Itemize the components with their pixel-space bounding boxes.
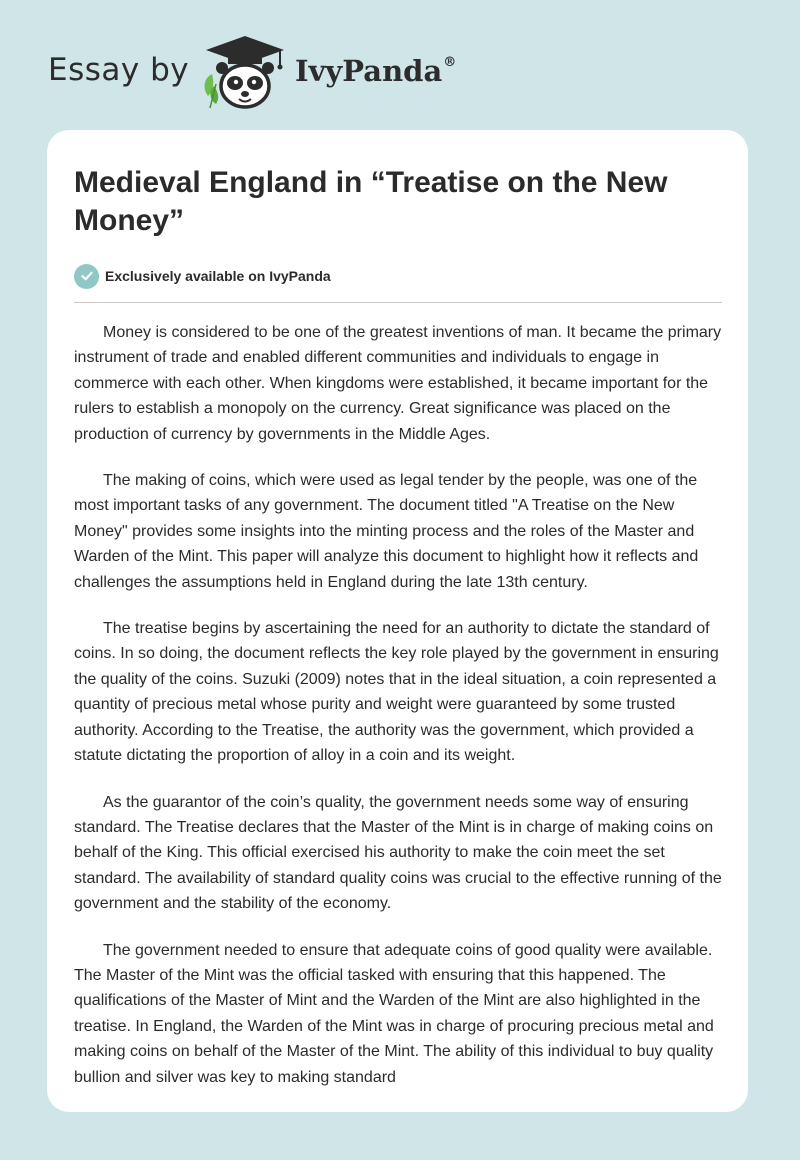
brand-prefix: Essay by [48, 52, 190, 88]
brand-name-text: IvyPanda [295, 54, 443, 88]
essay-body [74, 320, 724, 1111]
exclusive-badge [74, 263, 331, 289]
check-circle-icon [74, 264, 99, 289]
brand-name [295, 54, 456, 88]
exclusive-label: Exclusively available on IvyPanda [105, 268, 331, 284]
paragraph: Money is considered to be one of the greatest inventions of man. It became the primary instrument of trade and enabled different communities and individuals to engage in commerce with each other. When kingdoms were established, it became important for the rulers to establish a monopoly on the currency. Great significance was placed on the production of currency by governments in the Middle Ages. [74, 324, 722, 443]
page-title: Medieval England in “Treatise on the New Money” [74, 166, 668, 237]
divider [74, 302, 722, 303]
paragraph: As the guarantor of the coin’s quality, the government needs some way of ensuring standard. The Treatise declares that the Master of the Mint is in charge of making coins on behalf of the King. This official exercised his authority to make the coin meet the set standard. The availability of standard quality coins was crucial to the effective running of the government and the stability of the economy. [74, 793, 722, 913]
essay-card [47, 130, 748, 1112]
registered-mark: ® [443, 55, 457, 71]
paragraph: The government needed to ensure that adequate coins of good quality were available. The Master of the Mint was the official tasked with ensuring that this happened. The qualifications of the Master of Mint and the Warden of the Mint are also highlighted in the treatise. In England, the Warden of the Mint was in charge of procuring precious metal and making coins on behalf of the Master of the Mint. The ability of this individual to buy quality bullion and silver was key to making standard [74, 941, 714, 1086]
panda-graduate-icon [200, 34, 290, 110]
paragraph: The making of coins, which were used as legal tender by the people, was one of the most important tasks of any government. The document titled "A Treatise on the New Money" provides some insights into the minting process and the roles of the Master and Warden of the Mint. This paper will analyze this document to highlight how it reflects and challenges the assumptions held in England during the late 13th century. [74, 472, 699, 591]
paragraph: The treatise begins by ascertaining the need for an authority to dictate the standard of coins. In so doing, the document reflects the key role played by the government in ensuring the quality of the coins. Suzuki (2009) notes that in the ideal situation, a coin represented a quantity of precious metal whose purity and weight were guaranteed by some trusted authority. According to the Treatise, the authority was the government, which provided a statute dictating the proportion of alloy in a coin and its weight. [74, 620, 719, 765]
brand-header[interactable] [48, 34, 508, 114]
